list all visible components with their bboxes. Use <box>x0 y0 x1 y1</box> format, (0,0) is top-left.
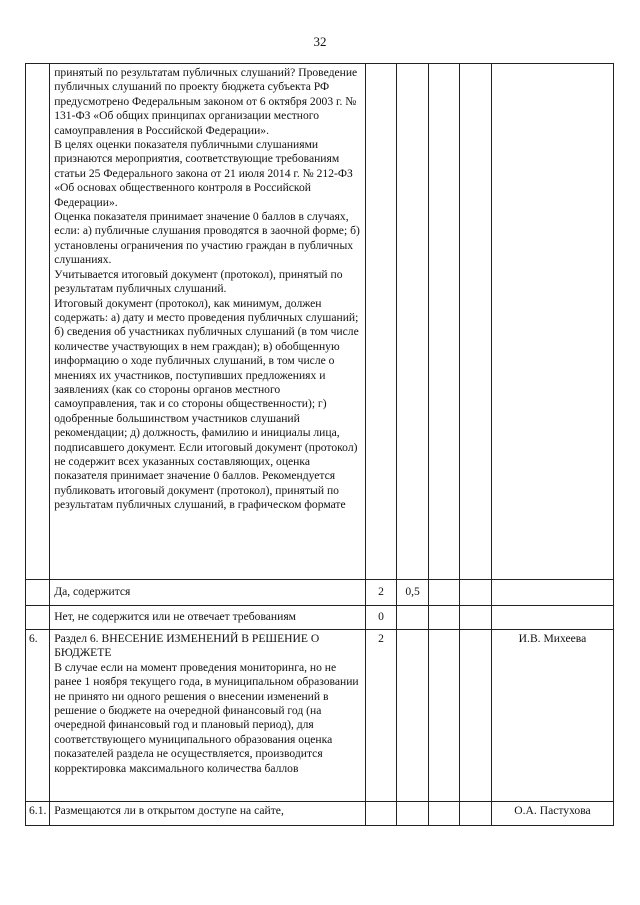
criterion-text <box>50 630 366 802</box>
answer-option: Да, содержится <box>54 585 131 599</box>
table-row <box>26 606 614 630</box>
table-row <box>26 630 614 802</box>
paragraph: Итоговый документ (протокол), как минимум, должен содержать: а) дату и место проведения публичных слушаний; б) сведения об участниках публичных слушаний (в том числе количестве участвующих в нем граждан); в) обобщенную информацию о ходе публичных слушаний, в том числе о мнениях их участников, поступивших предложениях и заявлениях (как со стороны органов местного самоуправления, так и со стороны общественности); г) одобренные большинством участников слушаний рекомендации; д) должность, фамилию и инициалы лица, подписавшего документ. Если итоговый документ (протокол) не содержит всех указанных составляющих, оценка показателя принимает значение 0 баллов. Рекомендуется публиковать итоговый документ (протокол), принятый по результатам публичных слушаний, в графическом формате <box>54 296 359 512</box>
paragraph: В случае если на момент проведения мониторинга, но не ранее 1 ноября текущего года, в муниципальном образовании не принято ни одного решения о внесении изменений в решение о бюджете на очередной финансовый год (на очередной финансовый год и плановый период), для соответствующего муниципального образования оценка показателей раздела не осуществляется, производится корректировка максимального количества баллов <box>54 660 359 775</box>
row-number <box>26 64 50 580</box>
section-title: Раздел 6. ВНЕСЕНИЕ ИЗМЕНЕНИЙ В РЕШЕНИЕ О БЮДЖЕТЕ <box>54 632 320 660</box>
score-weight <box>397 606 429 630</box>
paragraph: Учитывается итоговый документ (протокол), принятый по результатам публичных слушаний. <box>54 267 343 296</box>
row-number: 6.1. <box>26 802 50 826</box>
table-row <box>26 580 614 606</box>
score-max: 0 <box>365 606 397 630</box>
score-col-d <box>460 630 492 802</box>
responsible-person: И.В. Михеева <box>491 630 613 802</box>
score-col-c <box>428 630 460 802</box>
score-col-c <box>428 606 460 630</box>
score-col-d <box>460 580 492 606</box>
table-row <box>26 802 614 826</box>
page-number: 32 <box>313 34 327 49</box>
score-weight: 0,5 <box>397 580 429 606</box>
criteria-table <box>25 63 614 826</box>
criterion-text <box>50 802 366 826</box>
responsible-person: О.А. Пастухова <box>491 802 613 826</box>
table-row <box>26 64 614 580</box>
score-max <box>365 64 397 580</box>
criterion-text <box>50 580 366 606</box>
score-weight <box>397 802 429 826</box>
score-weight <box>397 64 429 580</box>
row-number <box>26 580 50 606</box>
paragraph: В целях оценки показателя публичными слушаниями признаются мероприятия, соответствующие требованиям статьи 25 Федерального закона от 21 июля 2014 г. № 212-ФЗ «Об основах общественного контроля в Российской Федерации». <box>54 138 353 209</box>
score-col-d <box>460 64 492 580</box>
paragraph: принятый по результатам публичных слушаний? Проведение публичных слушаний по проекту бюджета субъекта РФ предусмотрено Федеральным законом от 6 октября 2003 г. № 131-ФЗ «Об общих принципах организации местного самоуправления в Российской Федерации». <box>54 66 358 137</box>
responsible-person <box>491 64 613 580</box>
row-number <box>26 606 50 630</box>
paragraph: Размещаются ли в открытом доступе на сайте, <box>54 804 284 817</box>
score-col-c <box>428 580 460 606</box>
score-max: 2 <box>365 630 397 802</box>
criterion-text <box>50 606 366 630</box>
score-max <box>365 802 397 826</box>
score-weight <box>397 630 429 802</box>
score-col-c <box>428 64 460 580</box>
paragraph: Оценка показателя принимает значение 0 баллов в случаях, если: а) публичные слушания проводятся в заочной форме; б) установлены ограничения по участию граждан в публичных слушаниях. <box>54 210 360 267</box>
score-col-d <box>460 606 492 630</box>
responsible-person <box>491 606 613 630</box>
responsible-person <box>491 580 613 606</box>
score-col-c <box>428 802 460 826</box>
answer-option: Нет, не содержится или не отвечает требованиям <box>54 610 296 624</box>
criterion-text <box>50 64 366 580</box>
score-max: 2 <box>365 580 397 606</box>
score-col-d <box>460 802 492 826</box>
row-number: 6. <box>26 630 50 802</box>
